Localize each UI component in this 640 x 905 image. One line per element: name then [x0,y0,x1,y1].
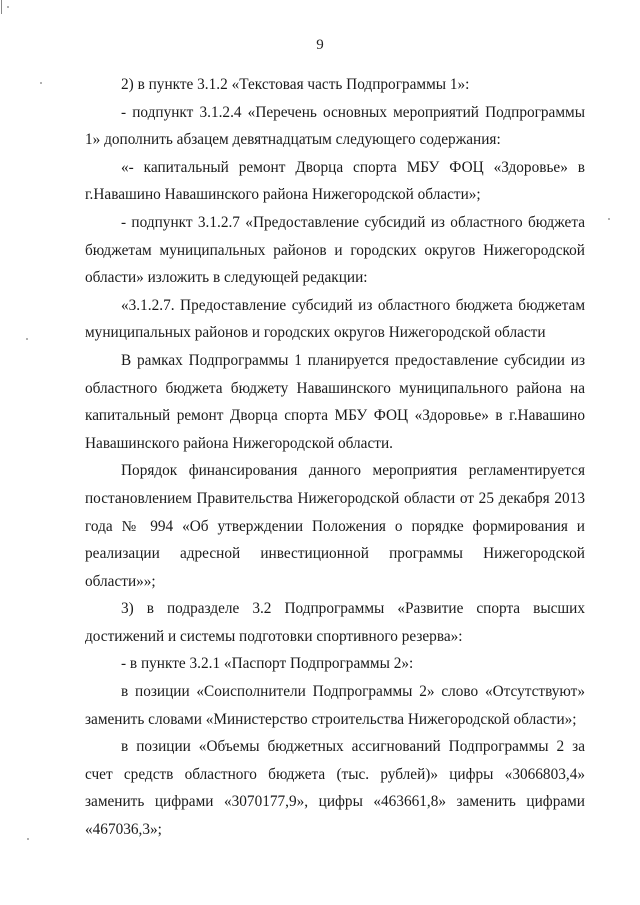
paragraph-passport-321: - в пункте 3.2.1 «Паспорт Подпрограммы 2»: [121,655,414,673]
paragraph-financing-order: Порядок финансирования данного мероприятия регламентируется постановлением Правительства Нижегородской области от 25 декабря 2013 года № 994 «Об утверждении Положения о порядке формирования и реализации адресной инвестиционной программы Нижегородской области»»; [85,462,585,590]
scan-speck [7,6,9,8]
paragraph-quoted-repair: «- капитальный ремонт Дворца спорта МБУ ФОЦ «Здоровье» в г.Навашино Навашинского района Нижегородской области»; [85,158,585,204]
scan-edge-mark [1,0,2,14]
page-number: 9 [316,37,324,53]
scan-speck [608,218,610,220]
paragraph-subitem-3127: - подпункт 3.1.2.7 «Предоставление субсидий из областного бюджета бюджетам муниципальных районов и городских округов Нижегородской области» изложить в следующей редакции: [85,213,585,287]
scan-speck [27,838,29,840]
paragraph-budget-volumes: в позиции «Объемы бюджетных ассигнований Подпрограммы 2 за счет средств областного бюджета (тыс. рублей)» цифры «3066803,4» заменить цифрами «3070177,9», цифры «463661,8» заменить цифрами «467036,3»; [85,738,585,839]
paragraph-item-2: 2) в пункте 3.1.2 «Текстовая часть Подпрограммы 1»: [121,76,470,93]
scan-speck [26,338,28,340]
paragraph-section-heading-3127: «3.1.2.7. Предоставление субсидий из областного бюджета бюджетам муниципальных районов и городских округов Нижегородской области [85,296,585,342]
paragraph-subitem-3124: - подпункт 3.1.2.4 «Перечень основных мероприятий Подпрограммы 1» дополнить абзацем девятнадцатым следующего содержания: [85,103,585,149]
paragraph-subsidy-plan: В рамках Подпрограммы 1 планируется предоставление субсидии из областного бюджета бюджету Навашинского муниципального района на капитальный ремонт Дворца спорта МБУ ФОЦ «Здоровье» в г.Навашино Навашинского района Нижегородской области. [85,351,585,452]
paragraph-coexecutors: в позиции «Соисполнители Подпрограммы 2» слово «Отсутствуют» заменить словами «Министерство строительства Нижегородской области»; [85,683,585,728]
scan-speck [40,82,42,84]
document-body [85,71,585,844]
paragraph-item-3: 3) в подразделе 3.2 Подпрограммы «Развитие спорта высших достижений и системы подготовки спортивного резерва»: [85,600,585,645]
